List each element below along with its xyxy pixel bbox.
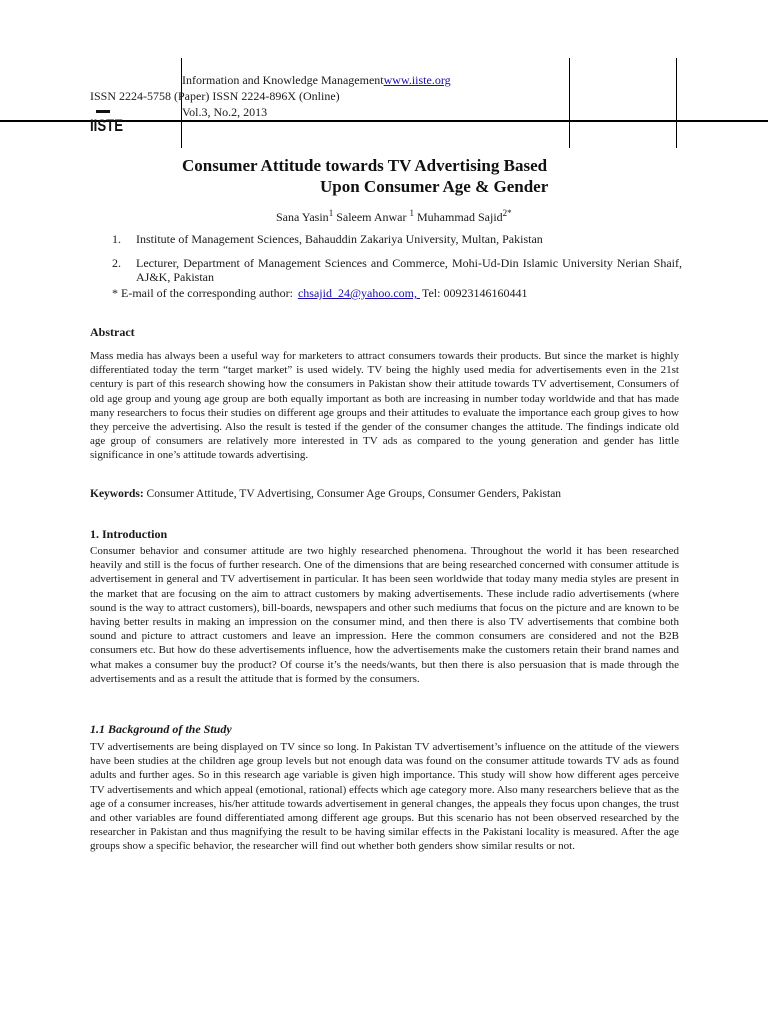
- header-rule-right: [676, 58, 677, 148]
- journal-name: Information and Knowledge Management: [182, 73, 384, 87]
- author-1: Sana Yasin: [276, 210, 329, 224]
- issn-line: [90, 88, 340, 104]
- author-3: Muhammad Sajid: [417, 210, 503, 224]
- abstract-heading: Abstract: [90, 325, 135, 339]
- author-2-affiliation: 1: [409, 208, 414, 218]
- email-link[interactable]: chsajid_24@yahoo.com,: [297, 286, 420, 300]
- affiliation-1-number: 1.: [112, 232, 121, 246]
- affiliation-2: [112, 256, 682, 286]
- paper-title: [182, 155, 642, 197]
- email-label: * E-mail of the corresponding author:: [112, 286, 293, 300]
- affiliation-2-text: Lecturer, Department of Management Sciences and Commerce, Mohi-Ud-Din Islamic University Nerian Shaif, AJ&K, Pakistan: [136, 256, 682, 284]
- affiliation-1: [112, 232, 682, 248]
- introduction-text: Consumer behavior and consumer attitude are two highly researched phenomena. Throughout the world it has been researched heavily and still is the focus of further research. One of the dimensions that are being researched concerned with consumer attitude is advertisement in general and TV advertisement in particular. It has been seen worldwide that today many media styles are present in the market that are focusing on the aim to attract customers by making advertisements. These include radio advertisements (where sound is the way to attract customers), bill-boards, newspapers and other such mediums that focus on the picture and are known to be having better results in making an impression on the consumer mind, and then there is also TV advertisements that combine both sound and picture to attract customers and leave an impression. Here the common consumers are considered and not the B2B consumers etc. But how do these advertisements influence, how the advertisements make the customers retain their brand names and what makes a consumer buy the product? Of course it’s the needs/wants, but then there is also persuasion that is made through the advertisements and as a result the attitude that is formed by the consumers.: [90, 545, 679, 685]
- telephone: Tel: 00923146160441: [421, 286, 528, 300]
- introduction-heading: 1. Introduction: [90, 527, 168, 541]
- iiste-logo: [90, 108, 124, 134]
- corresponding-email-line: [112, 286, 527, 301]
- journal-line: [182, 72, 451, 88]
- author-list: [276, 208, 512, 225]
- issn-online: (Paper) ISSN 2224-896X (Online): [174, 89, 340, 103]
- author-3-affiliation: 2*: [502, 208, 512, 218]
- background-heading: 1.1 Background of the Study: [90, 722, 232, 736]
- abstract-text: Mass media has always been a useful way for marketers to attract consumers towards their products. But since the market is highly differentiated today the term “target market” is used widely. TV being the highly used media for advertisements even in the 21st century is part of this research showing how the consumers in Pakistan show their attitude towards TV advertisement, Consumers of old age group and young age group are both equally important as both are increasing in number today worldwide and that has made many researchers to focus their studies on different age groups and their attitudes to evaluate the importance each group gives to how they perceive the advertising. Also the result is tested if the gender of the consumer changes the attitude. The findings indicate old age group of consumers are relatively more interested in TV ads as compared to the young generation and gender has little significance in one’s attitude towards advertising.: [90, 350, 679, 462]
- author-1-affiliation: 1: [328, 208, 334, 218]
- background-text: TV advertisements are being displayed on TV since so long. In Pakistan TV advertisement’s influence on the attitude of the viewers have been studies at the children age group levels but not enough data was found on the consumer attitude towards TV ads as found adults and further ages. So in this research age variable is given high importance. This study will show how different ages perceive TV advertisements and which appeal (emotional, rational) effects which age category more. Also many researchers believe that as the age of a consumer increases, his/her attitude towards advertisement in general changes, the appeals they focus upon changes, the trust and other variables are found differentiated among different age groups. But this scenario has not been observed researched by the researcher in Pakistan and thus magnifying the result to be having similar effects in the Pakistani locality is measured. After the age groups show a specific behavior, the researcher will find out whether both genders show similar results or not.: [90, 741, 679, 853]
- affiliation-2-number: 2.: [112, 256, 121, 270]
- author-2: Saleem Anwar: [336, 210, 407, 224]
- keywords-label: Keywords:: [90, 488, 144, 500]
- volume-info: Vol.3, No.2, 2013: [182, 105, 268, 119]
- keywords-line: [90, 488, 561, 500]
- keywords-text: Consumer Attitude, TV Advertising, Consumer Age Groups, Consumer Genders, Pakistan: [143, 488, 562, 500]
- title-line-1: Consumer Attitude towards TV Advertising Based: [182, 156, 548, 175]
- journal-url-link[interactable]: www.iiste.org: [383, 73, 451, 87]
- logo-text: IISTE: [90, 116, 123, 135]
- header-rule-mid: [569, 58, 570, 148]
- title-line-2: Upon Consumer Age & Gender: [320, 177, 549, 196]
- affiliation-1-text: Institute of Management Sciences, Bahauddin Zakariya University, Multan, Pakistan: [136, 232, 543, 246]
- issn-print: ISSN 2224-5758: [90, 89, 172, 103]
